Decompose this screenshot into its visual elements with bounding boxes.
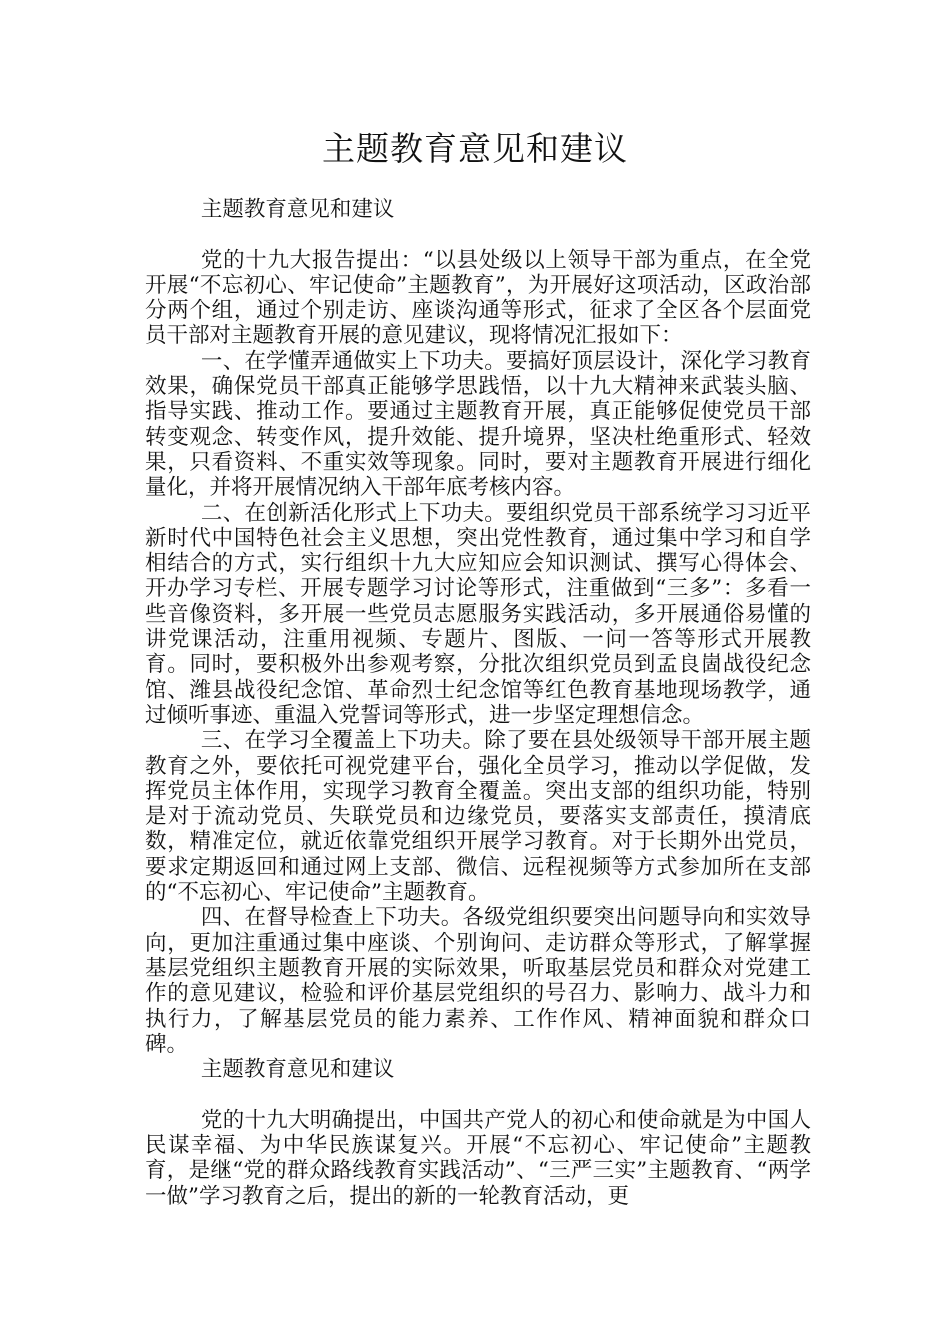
document-body	[145, 197, 811, 1209]
paragraph: 党的十九大明确提出，中国共产党人的初心和使命就是为中国人民谋幸福、为中华民族谋复兴。开展“不忘初心、牢记使命”主题教育，是继“党的群众路线教育实践活动”、“三严三实”主题教育、“两学一做”学习教育之后，提出的新的一轮教育活动，更	[145, 1107, 811, 1209]
blank-line	[145, 222, 811, 247]
paragraph: 一、在学懂弄通做实上下功夫。要搞好顶层设计，深化学习教育效果，确保党员干部真正能够学思践悟，以十九大精神来武装头脑、指导实践、推动工作。要通过主题教育开展，真正能够促使党员干部转变观念、转变作风，提升效能、提升境界，坚决杜绝重形式、轻效果，只看资料、不重实效等现象。同时，要对主题教育开展进行细化量化，并将开展情况纳入干部年底考核内容。	[145, 348, 811, 501]
section-heading: 主题教育意见和建议	[200, 1057, 395, 1083]
paragraph: 四、在督导检查上下功夫。各级党组织要突出问题导向和实效导向，更加注重通过集中座谈、个别询问、走访群众等形式，了解掌握基层党组织主题教育开展的实际效果，听取基层党员和群众对党建工作的意见建议，检验和评价基层党组织的号召力、影响力、战斗力和执行力，了解基层党员的能力素养、工作作风、精神面貌和群众口碑。	[145, 905, 811, 1057]
paragraph: 党的十九大报告提出：“以县处级以上领导干部为重点，在全党开展“不忘初心、牢记使命”主题教育”，为开展好这项活动，区政治部分两个组，通过个别走访、座谈沟通等形式，征求了全区各个层面党员干部对主题教育开展的意见建议，现将情况汇报如下：	[145, 247, 811, 349]
section-heading: 主题教育意见和建议	[200, 197, 395, 222]
page-title: 主题教育意见和建议	[322, 129, 628, 168]
paragraph: 三、在学习全覆盖上下功夫。除了要在县处级领导干部开展主题教育之外，要依托可视党建平台，强化全员学习，推动以学促做，发挥党员主体作用，实现学习教育全覆盖。突出支部的组织功能，特别是对于流动党员、失联党员和边缘党员，要落实支部责任，摸清底数，精准定位，就近依靠党组织开展学习教育。对于长期外出党员，要求定期返回和通过网上支部、微信、远程视频等方式参加所在支部的“不忘初心、牢记使命”主题教育。	[145, 728, 811, 906]
paragraph: 二、在创新活化形式上下功夫。要组织党员干部系统学习习近平新时代中国特色社会主义思想，突出党性教育，通过集中学习和自学相结合的方式，实行组织十九大应知应会知识测试、撰写心得体会、开办学习专栏、开展专题学习讨论等形式，注重做到“三多”：多看一些音像资料，多开展一些党员志愿服务实践活动，多开展通俗易懂的讲党课活动，注重用视频、专题片、图版、一问一答等形式开展教育。同时，要积极外出参观考察，分批次组织党员到孟良崮战役纪念馆、潍县战役纪念馆、革命烈士纪念馆等红色教育基地现场教学，通过倾听事迹、重温入党誓词等形式，进一步坚定理想信念。	[145, 500, 811, 728]
blank-line	[145, 1082, 811, 1107]
